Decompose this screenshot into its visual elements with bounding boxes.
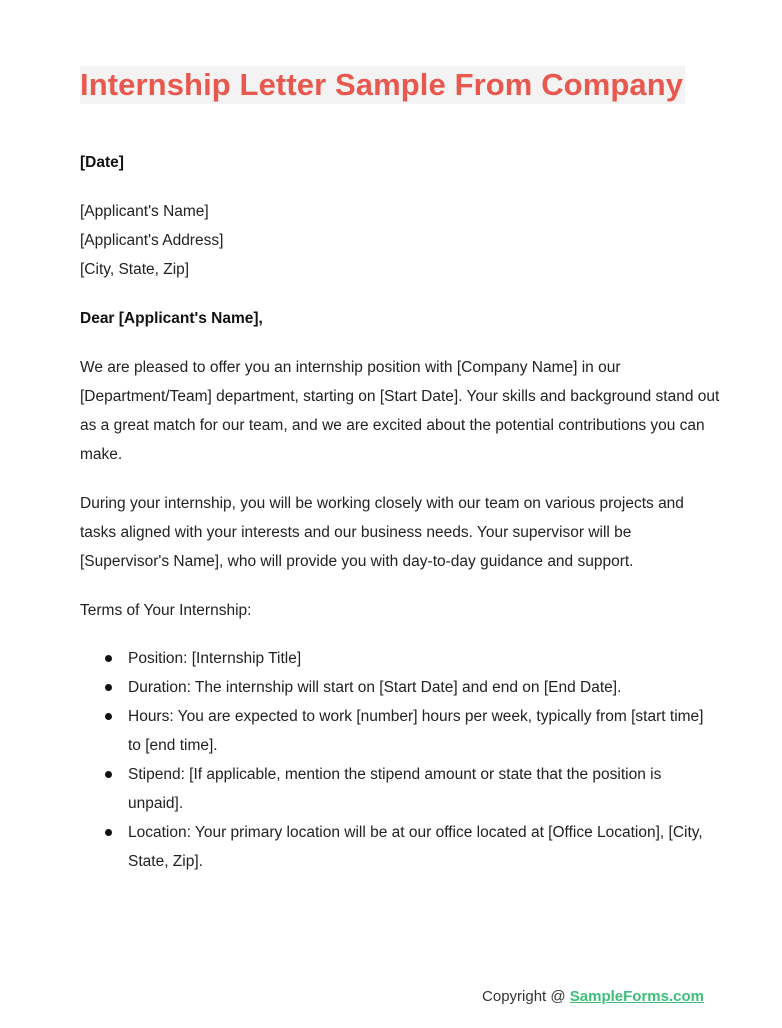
- recipient-address: [Applicant's Address]: [80, 232, 224, 249]
- recipient-block: [80, 197, 223, 284]
- terms-heading: Terms of Your Internship:: [80, 602, 252, 619]
- recipient-city-state-zip: [City, State, Zip]: [80, 261, 190, 278]
- term-duration: [80, 673, 720, 702]
- term-text: Location: Your primary location will be at our office located at [Office Location], [City, State, Zip].: [128, 824, 703, 870]
- brand-link[interactable]: SampleForms.com: [569, 988, 704, 1005]
- recipient-name: [Applicant's Name]: [80, 203, 209, 220]
- terms-list: [80, 644, 720, 876]
- term-position: [80, 644, 720, 673]
- paragraph-offer: We are pleased to offer you an internship position with [Company Name] in our [Department/Team] department, starting on [Start Date]. Your skills and background stand out as a great match for our team, and we are excited about the potential contributions you can make.: [80, 359, 720, 463]
- term-text: Stipend: [If applicable, mention the stipend amount or state that the position is unpaid].: [128, 766, 662, 812]
- paragraph-supervision: During your internship, you will be working closely with our team on various projects and tasks aligned with your interests and our business needs. Your supervisor will be [Supervisor's Name], who will provide you with day-to-day guidance and support.: [80, 495, 684, 570]
- term-hours: [80, 702, 720, 760]
- copyright-prefix: Copyright @: [482, 988, 570, 1005]
- bullet-icon: [105, 713, 112, 720]
- term-stipend: [80, 760, 720, 818]
- term-text: Duration: The internship will start on [Start Date] and end on [End Date].: [128, 679, 622, 696]
- title-highlight: [80, 66, 685, 104]
- page-title: Internship Letter Sample From Company: [80, 67, 684, 102]
- term-text: Hours: You are expected to work [number] hours per week, typically from [start time] to [end time].: [128, 708, 704, 754]
- greeting: Dear [Applicant's Name],: [80, 310, 263, 327]
- bullet-icon: [105, 655, 112, 662]
- term-text: Position: [Internship Title]: [128, 650, 302, 667]
- copyright-footer: [482, 988, 704, 1005]
- bullet-icon: [105, 829, 112, 836]
- bullet-icon: [105, 684, 112, 691]
- term-location: [80, 818, 720, 876]
- letter-date: [Date]: [80, 154, 124, 171]
- bullet-icon: [105, 771, 112, 778]
